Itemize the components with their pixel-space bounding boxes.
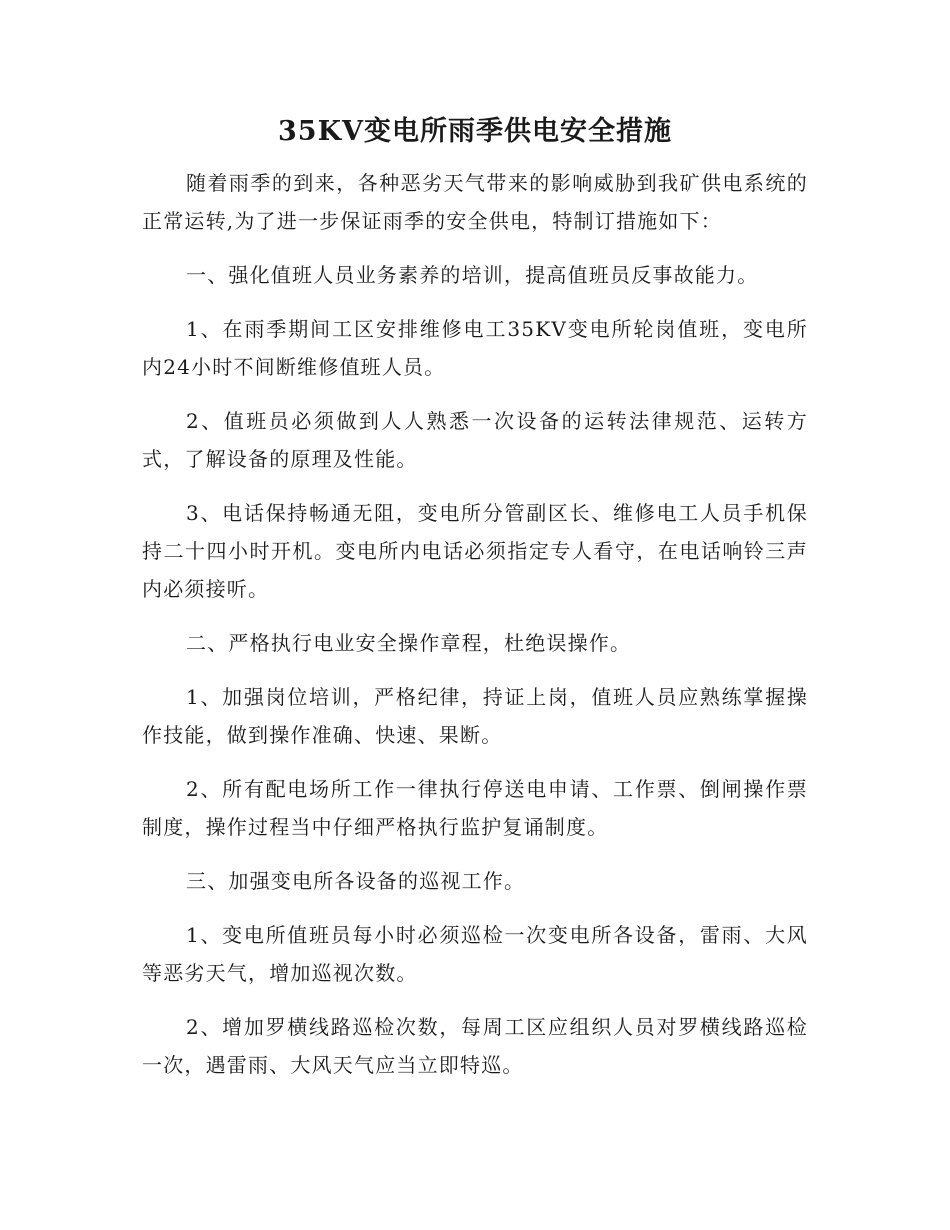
section-2-heading: 二、严格执行电业安全操作章程，杜绝误操作。: [186, 631, 632, 655]
section-1-item-2: 2、值班员必须做到人人熟悉一次设备的运转法律规范、运转方式，了解设备的原理及性能。: [142, 409, 808, 471]
section-3-heading: 三、加强变电所各设备的巡视工作。: [186, 869, 526, 893]
section-1-item-1: 1、在雨季期间工区安排维修电工35KV变电所轮岗值班，变电所内24小时不间断维修值班人员。: [142, 317, 808, 379]
intro-paragraph: 随着雨季的到来，各种恶劣天气带来的影响威胁到我矿供电系统的正常运转,为了进一步保证雨季的安全供电，特制订措施如下：: [142, 171, 808, 233]
section-3-item-2: 2、增加罗横线路巡检次数，每周工区应组织人员对罗横线路巡检一次，遇雷雨、大风天气应当立即特巡。: [142, 1015, 808, 1077]
section-2-item-2: 2、所有配电场所工作一律执行停送电申请、工作票、倒闸操作票制度，操作过程当中仔细严格执行监护复诵制度。: [142, 777, 808, 839]
section-2-item-1: 1、加强岗位培训，严格纪律，持证上岗，值班人员应熟练掌握操作技能，做到操作准确、快速、果断。: [142, 685, 808, 747]
document-title: 35KV变电所雨季供电安全措施: [278, 116, 672, 147]
document-page: [142, 112, 808, 1100]
section-1-heading: 一、强化值班人员业务素养的培训，提高值班员反事故能力。: [186, 263, 759, 287]
section-3-item-1: 1、变电所值班员每小时必须巡检一次变电所各设备，雷雨、大风等恶劣天气，增加巡视次数。: [142, 923, 808, 985]
section-1-item-3: 3、电话保持畅通无阻，变电所分管副区长、维修电工人员手机保持二十四小时开机。变电所内电话必须指定专人看守，在电话响铃三声内必须接听。: [142, 501, 808, 601]
